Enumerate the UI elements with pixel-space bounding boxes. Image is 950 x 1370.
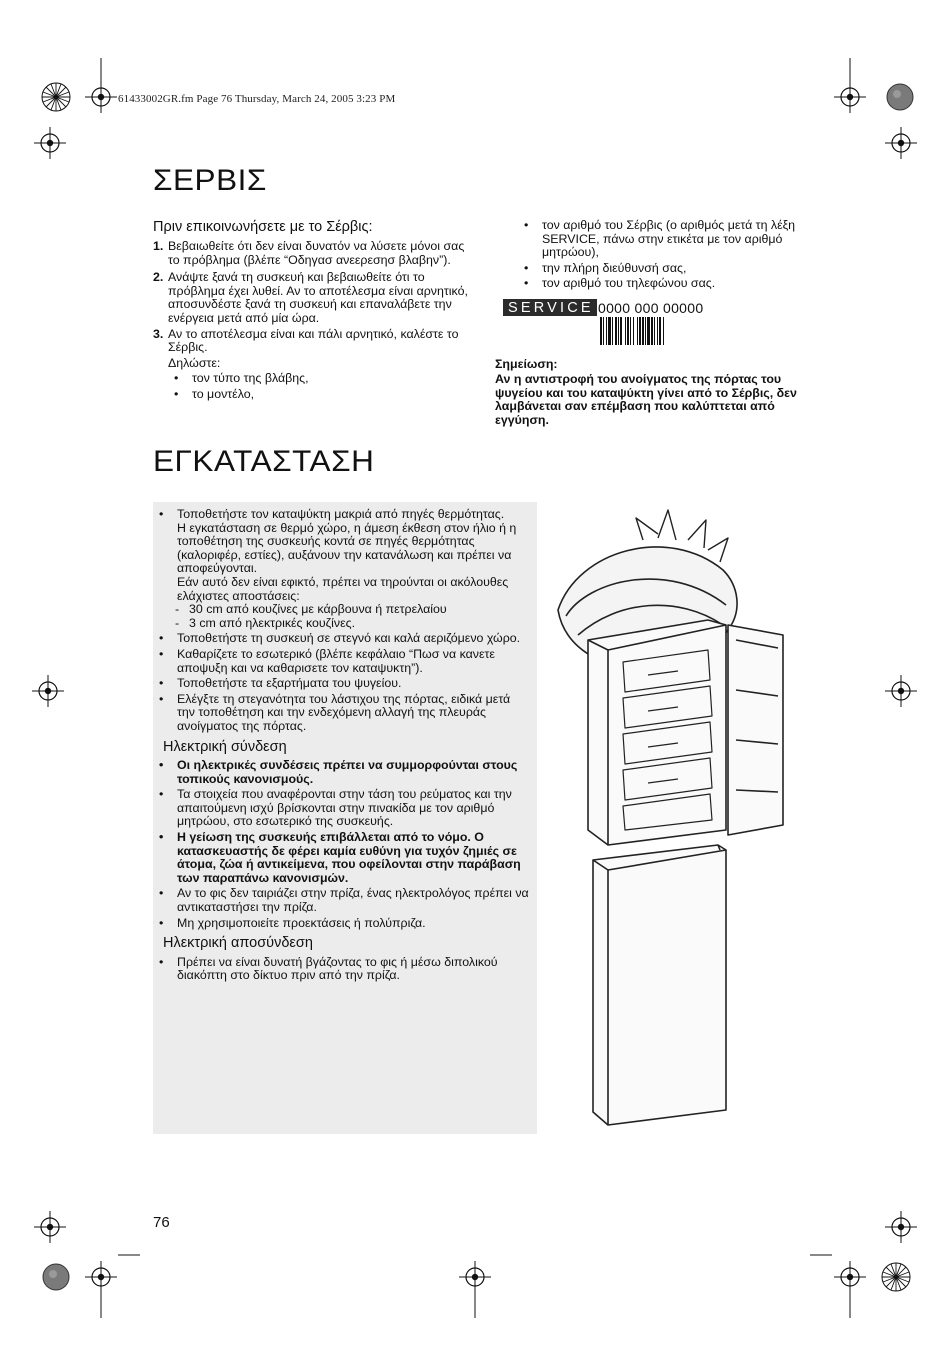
barcode-bar [627,317,629,345]
barcode-bar [615,317,617,345]
barcode-bar [612,317,613,345]
file-header: 61433002GR.fm Page 76 Thursday, March 24, 2005 3:23 PM [118,93,396,105]
declare-item: • την πλήρη διεύθυνσή σας, [518,262,817,276]
service-steps [153,240,473,402]
barcode-bar [642,317,644,345]
barcode-bar [600,317,602,345]
declare-label: Δηλώστε: [168,355,221,370]
barcode-bar [659,317,661,345]
distance-item: - 30 cm από κουζίνες με κάρβουνα ή πετρελαίου [165,603,531,617]
install-item: • Τοποθετήστε τον καταψύκτη μακριά από πηγές θερμότητας. Η εγκατάσταση σε θερμό χώρο, η άμεση έκθεση στον ήλιο ή η τοποθέτηση της συσκευής κοντά σε πηγές θερμότητας (καλοριφέρ, εστίες), αυξάνουν την κατανάλωση και πρέπει να αποφεύγονται. Εάν αυτό δεν είναι εφικτό, πρέπει να τηρούνται οι ακόλουθες ελάχιστες αποστάσεις: [153,508,531,603]
barcode-bar [663,317,664,345]
page-number: 76 [153,1214,170,1231]
service-title: ΣΕΡΒΙΣ [153,164,267,197]
electrical-item: • Οι ηλεκτρικές συνδέσεις πρέπει να συμμορφούνται στους τοπικούς κανονισμούς. [153,759,531,786]
electrical-item: • Η γείωση της συσκευής επιβάλλεται από το νόμο. Ο κατασκευαστής δε φέρει καμία ευθύνη για τυχόν ζημιές σε άτομα, ζώα ή αντικείμενα, που οφείλονται στην παράβαση των παραπάνω κανονισμών. [153,831,531,885]
service-number: 0000 000 00000 [598,300,704,316]
note-title: Σημείωση: [495,357,558,371]
barcode-bar [637,317,638,345]
disconnection-title: Ηλεκτρική αποσύνδεση [163,935,313,952]
electrical-item: • Μη χρησιμοποιείτε προεκτάσεις ή πολύπριζα. [153,917,531,931]
barcode-bar [654,317,655,345]
install-item: • Ελέγξτε τη στεγανότητα του λάστιχου της πόρτας, ειδικά μετά την τοποθέτηση και την ενδεχόμενη αλλαγή της πλευράς ανοίγματος της πόρτας. [153,693,531,734]
barcode-bar [647,317,650,345]
barcode-bar [630,317,631,345]
install-item: • Τοποθετήστε τα εξαρτήματα του ψυγείου. [153,677,531,691]
barcode-bar [651,317,653,345]
step-3: 3. Αν το αποτέλεσμα είναι και πάλι αρνητικό, καλέστε το Σέρβις. [153,326,459,355]
install-item: • Καθαρίζετε το εσωτερικό (βλέπε κεφάλαιο “Πωσ να κανετε αποψυξη και να καθαρισετε τον καταψυκτη”). [153,648,531,675]
declare-item: • τον αριθμό του τηλεφώνου σας. [518,277,817,291]
electrical-item: • Τα στοιχεία που αναφέρονται στην τάση του ρεύματος και την απαιτούμενη ισχύ βρίσκονται στην πινακίδα με τον αριθμό μητρώου, στο εσωτερικό της συσκευής. [153,788,531,829]
barcode [600,317,704,345]
barcode-bar [657,317,658,345]
barcode-bar [603,317,604,345]
starburst-mark [42,83,70,111]
service-subtitle: Πριν επικοινωνήσετε με το Σέρβις: [153,219,373,235]
barcode-bar [620,317,622,345]
service-label [503,299,597,317]
installation-title: ΕΓΚΑΤΑΣΤΑΣΗ [153,445,375,478]
barcode-bar [625,317,626,345]
barcode-bar [645,317,646,345]
declare-item: • τον αριθμό του Σέρβις (ο αριθμός μετά τη λέξη SERVICE, πάνω στην ετικέτα με τον αριθμό μητρώου), [518,219,817,260]
electrical-item: • Αν το φις δεν ταιριάζει στην πρίζα, ένας ηλεκτρολόγος πρέπει να αντικαταστήσει την πρίζα. [153,887,531,914]
service-declare-continued [512,219,817,291]
barcode-bar [639,317,641,345]
step-2: 2. Ανάψτε ξανά τη συσκευή και βεβαιωθείτε ότι το πρόβλημα έχει λυθεί. Αν το αποτέλεσμα είναι αρνητικό, αποσυνδέστε ξανά τη συσκευή και επαναλάβετε την ενέργεια μετά από μία ώρα. [153,270,468,325]
barcode-bar [608,317,611,345]
install-item: • Τοποθετήστε τη συσκευή σε στεγνό και καλά αεριζόμενο χώρο. [153,632,531,646]
declare-item: • τον τύπο της βλάβης, [168,372,473,386]
barcode-bar [606,317,607,345]
installation-content [153,508,531,983]
service-badge: SERVICE [503,299,597,316]
step-1: 1. Βεβαιωθείτε ότι δεν είναι δυνατόν να λύσετε μόνοι σας το πρόβλημα (βλέπε “Οδηγασ ανεερεσησ βλαβην”). [153,239,465,267]
disconnection-item: • Πρέπει να είναι δυνατή βγάζοντας το φις ή μέσω διπολικού διακόπτη στο δίκτυο πριν από την πρίζα. [153,956,531,983]
declare-item: • το μοντέλο, [168,388,473,402]
distance-item: - 3 cm από ηλεκτρικές κουζίνες. [165,617,531,631]
note-text: Αν η αντιστροφή του ανοίγματος της πόρτας του ψυγείου και του καταψύκτη γίνει από το Σέρβις, δεν λαμβάνεται σαν επέμβαση που καλύπτεται από εγγύηση. [495,372,797,427]
electrical-title: Ηλεκτρική σύνδεση [163,738,287,755]
freezer-illustration [548,500,788,1140]
barcode-bar [618,317,619,345]
barcode-bar [633,317,634,345]
